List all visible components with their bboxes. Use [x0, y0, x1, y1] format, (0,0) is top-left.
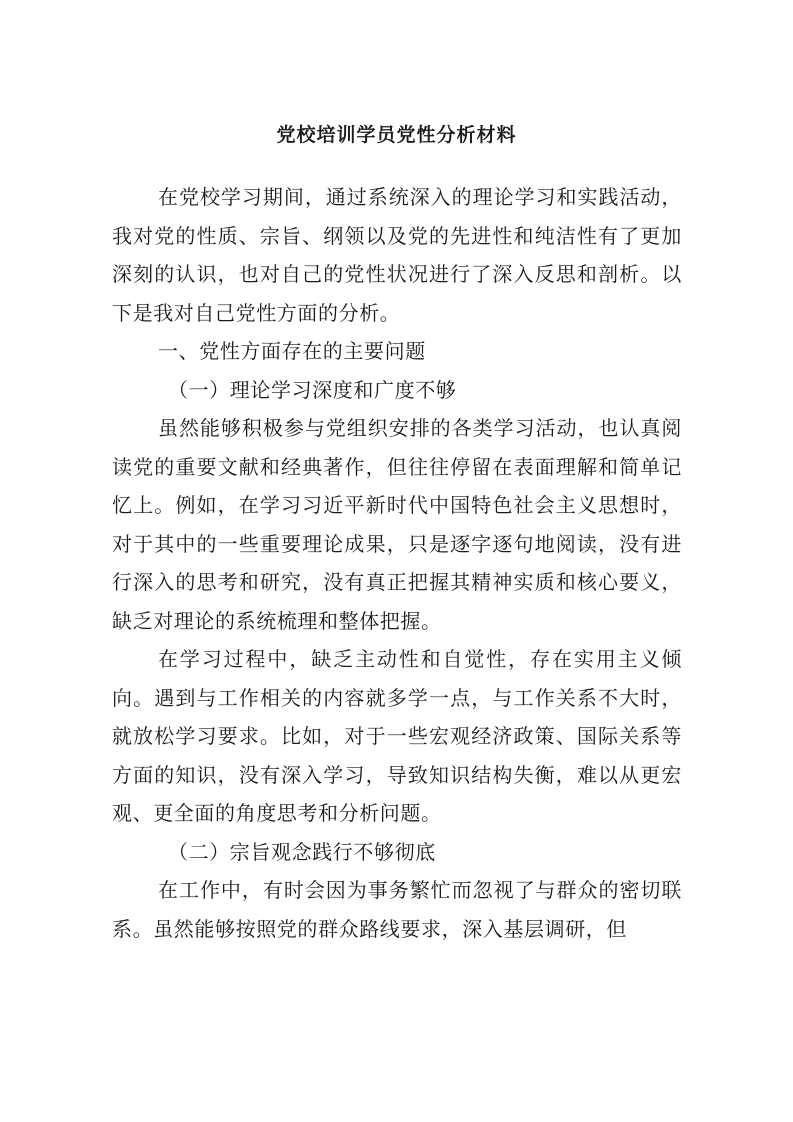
body-paragraph: 在工作中，有时会因为事务繁忙而忽视了与群众的密切联系。虽然能够按照党的群众路线要求，深入基层调研，但	[112, 878, 682, 941]
subsection-heading-1: （一）理论学习深度和广度不够	[168, 377, 457, 402]
body-paragraph: 虽然能够积极参与党组织安排的各类学习活动，也认真阅读党的重要文献和经典著作，但往往停留在表面理解和简单记忆上。例如，在学习习近平新时代中国特色社会主义思想时，对于其中的一些重要理论成果，只是逐字逐句地阅读，没有进行深入的思考和研究，没有真正把握其精神实质和核心要义，缺乏对理论的系统梳理和整体把握。	[112, 416, 682, 633]
section-heading-1: 一、党性方面存在的主要问题	[158, 339, 426, 363]
intro-paragraph: 在党校学习期间，通过系统深入的理论学习和实践活动，我对党的性质、宗旨、纲领以及党的先进性和纯洁性有了更加深刻的认识，也对自己的党性状况进行了深入反思和剖析。以下是我对自己党性方面的分析。	[112, 185, 682, 325]
document-body	[112, 178, 682, 948]
subsection-heading-2: （二）宗旨观念践行不够彻底	[168, 839, 436, 864]
document-title: 党校培训学员党性分析材料	[276, 124, 517, 146]
body-paragraph: 在学习过程中，缺乏主动性和自觉性，存在实用主义倾向。遇到与工作相关的内容就多学一点，与工作关系不大时，就放松学习要求。比如，对于一些宏观经济政策、国际关系等方面的知识，没有深入学习，导致知识结构失衡，难以从更宏观、更全面的角度思考和分析问题。	[112, 647, 682, 825]
